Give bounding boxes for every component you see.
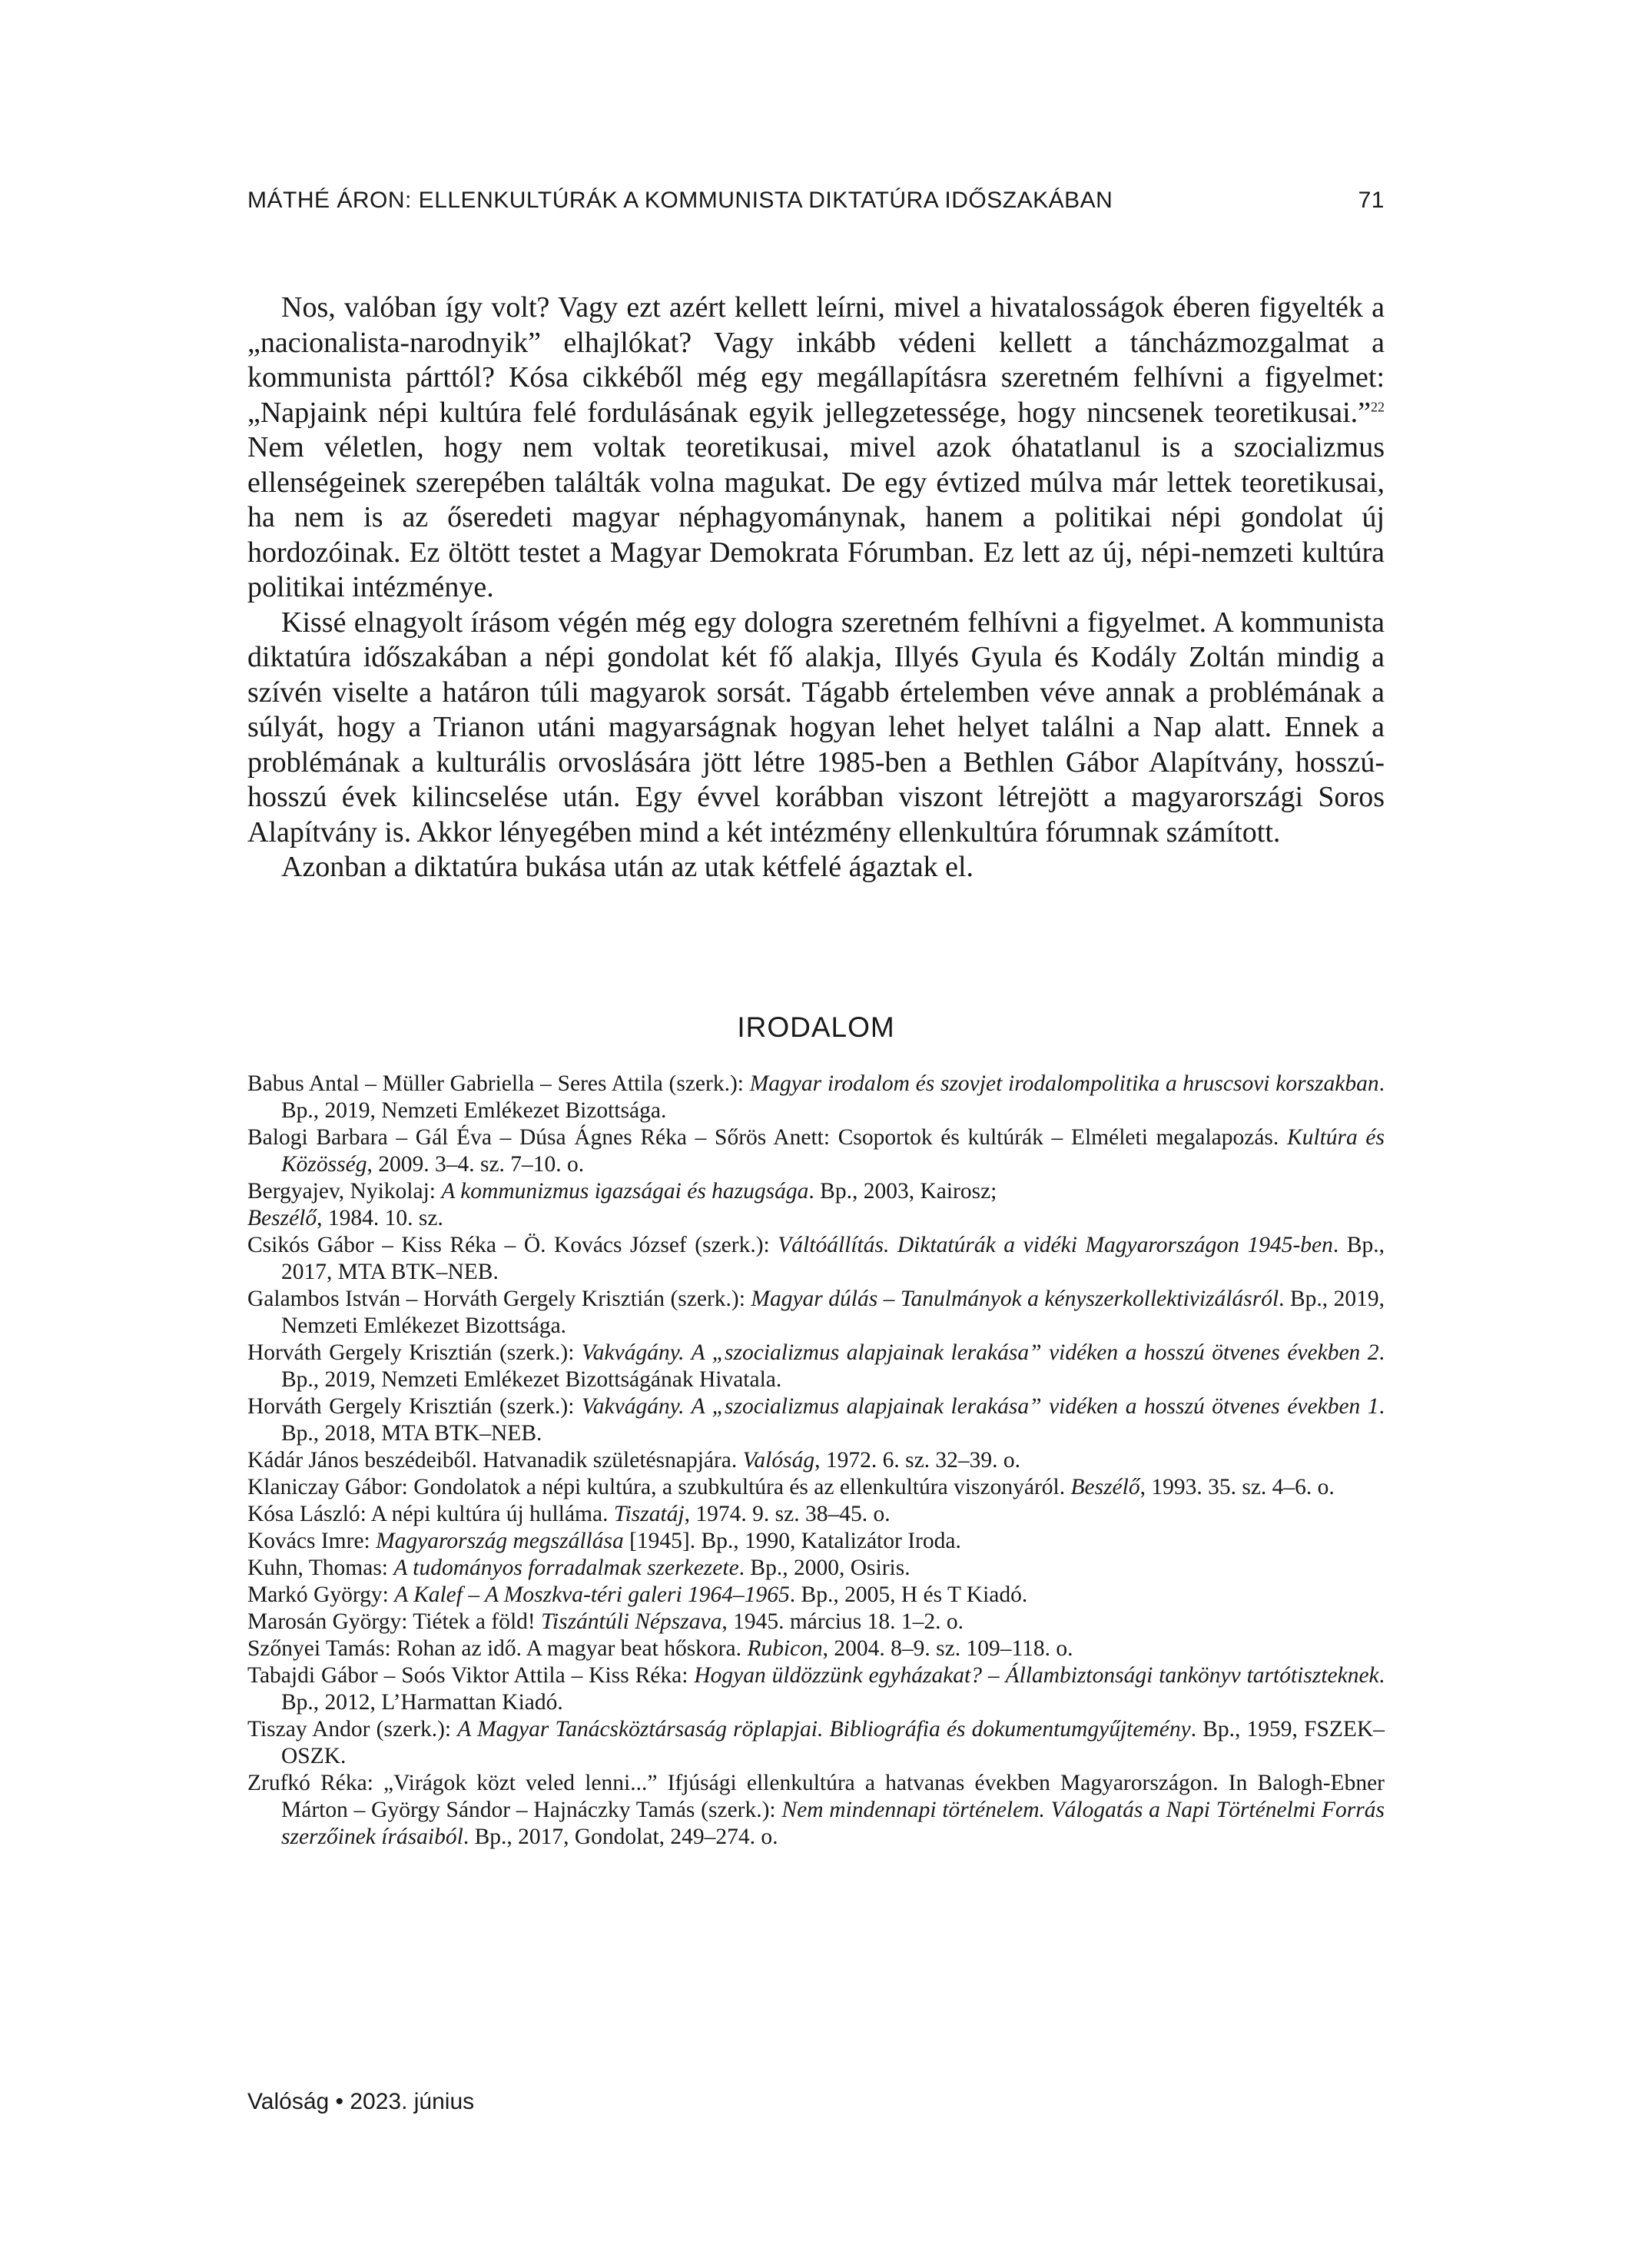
reference-item: Horváth Gergely Krisztián (szerk.): Vakvágány. A „szocializmus alapjainak lerakása” vidéken a hosszú ötvenes években 2. Bp., 2019, Nemzeti Emlékezet Bizottságának Hivatala. — [247, 1340, 1385, 1392]
reference-item: Szőnyei Tamás: Rohan az idő. A magyar beat hőskora. Rubicon, 2004. 8–9. sz. 109–118. o. — [247, 1636, 1073, 1661]
paragraph-text: Nos, valóban így volt? Vagy ezt azért kellett leírni, mivel a hivatalosságok éberen figyelték a „nacionalista-narodnyik” elhajlókat? Vagy inkább védeni kellett a táncházmozgalmat a kommunista párttól? Kósa cikkéből még egy megállapításra szeretném felhívni a figyelmet: „Napjaink népi kultúra felé fordulásának egyik jellegzetessége, hogy nincsenek teoretikusai.” — [247, 291, 1385, 429]
reference-item: Zrufkó Réka: „Virágok közt veled lenni...” Ifjúsági ellenkultúra a hatvanas években Magyarországon. In Balogh-Ebner Márton – György Sándor – Hajnáczky Tamás (szerk.): Nem mindennapi történelem. Válogatás a Napi Történelmi Forrás szerzőinek írásaiból. Bp., 2017, Gondolat, 249–274. o. — [247, 1771, 1385, 1849]
running-head — [247, 188, 1385, 218]
footnote-ref[interactable]: 22 — [1371, 398, 1385, 414]
journal-footer: Valóság • 2023. június — [247, 2089, 475, 2114]
reference-item: Beszélő, 1984. 10. sz. — [247, 1206, 443, 1230]
reference-item: Tabajdi Gábor – Soós Viktor Attila – Kiss Réka: Hogyan üldözzünk egyházakat? – Állambiztonsági tankönyv tartótiszteknek. Bp., 2012, L’Harmattan Kiadó. — [247, 1663, 1385, 1715]
reference-item: Horváth Gergely Krisztián (szerk.): Vakvágány. A „szocializmus alapjainak lerakása” vidéken a hosszú ötvenes években 1. Bp., 2018, MTA BTK–NEB. — [247, 1394, 1385, 1446]
reference-item: Babus Antal – Müller Gabriella – Seres Attila (szerk.): Magyar irodalom és szovjet irodalompolitika a hruscsovi korszakban. Bp., 2019, Nemzeti Emlékezet Bizottsága. — [247, 1071, 1385, 1123]
reference-list — [247, 1071, 1385, 1851]
page-number: 71 — [1358, 188, 1385, 213]
paragraph: Kissé elnagyolt írásom végén még egy dologra szeretném felhívni a figyelmet. A kommunista diktatúra időszakában a népi gondolat két fő alakja, Illyés Gyula és Kodály Zoltán mindig a szívén viselte a határon túli magyarok sorsát. Tágabb értelemben véve annak a problémának a súlyát, hogy a Trianon utáni magyarságnak hogyan lehet helyet találni a Nap alatt. Ennek a problémának a kulturális orvoslására jött létre 1985-ben a Bethlen Gábor Alapítvány, hosszú-hosszú évek kilincselése után. Egy évvel korábban viszont létrejött a magyarországi Soros Alapítvány is. Akkor lényegében mind a két intézmény ellenkultúra fórumnak számított. — [247, 606, 1385, 848]
reference-item: Kádár János beszédeiből. Hatvanadik születésnapjára. Valóság, 1972. 6. sz. 32–39. o. — [247, 1448, 1021, 1473]
reference-item: Kósa László: A népi kultúra új hulláma. Tiszatáj, 1974. 9. sz. 38–45. o. — [247, 1502, 891, 1526]
reference-item: Galambos István – Horváth Gergely Krisztián (szerk.): Magyar dúlás – Tanulmányok a kényszerkollektivizálásról. Bp., 2019, Nemzeti Emlékezet Bizottsága. — [247, 1287, 1385, 1338]
references-heading: IRODALOM — [737, 1011, 895, 1043]
paragraph: Azonban a diktatúra bukása után az utak kétfelé ágaztak el. — [281, 851, 974, 883]
reference-item: Klaniczay Gábor: Gondolatok a népi kultúra, a szubkultúra és az ellenkultúra viszonyáról. Beszélő, 1993. 35. sz. 4–6. o. — [247, 1475, 1335, 1499]
reference-item: Marosán György: Tiétek a föld! Tiszántúli Népszava, 1945. március 18. 1–2. o. — [247, 1609, 964, 1634]
reference-item: Kuhn, Thomas: A tudományos forradalmak szerkezete. Bp., 2000, Osiris. — [247, 1556, 911, 1580]
reference-item: Bergyajev, Nyikolaj: A kommunizmus igazságai és hazugsága. Bp., 2003, Kairosz; — [247, 1179, 997, 1204]
reference-item: Csikós Gábor – Kiss Réka – Ö. Kovács József (szerk.): Váltóállítás. Diktatúrák a vidéki Magyarországon 1945-ben. Bp., 2017, MTA BTK–NEB. — [247, 1233, 1385, 1284]
reference-item: Kovács Imre: Magyarország megszállása [1945]. Bp., 1990, Katalizátor Iroda. — [247, 1529, 961, 1553]
reference-item: Markó György: A Kalef – A Moszkva-téri galeri 1964–1965. Bp., 2005, H és T Kiadó. — [247, 1582, 1028, 1607]
reference-item: Balogi Barbara – Gál Éva – Dúsa Ágnes Réka – Sőrös Anett: Csoportok és kultúrák – Elméleti megalapozás. Kultúra és Közösség, 2009. 3–4. sz. 7–10. o. — [247, 1125, 1385, 1177]
reference-item: Tiszay Andor (szerk.): A Magyar Tanácsköztársaság röplapjai. Bibliográfia és dokumentumgyűjtemény. Bp., 1959, FSZEK–OSZK. — [247, 1717, 1385, 1768]
paragraph-text: Nem véletlen, hogy nem voltak teoretikusai, mivel azok óhatatlanul is a szocializmus ellenségeinek szerepében találták volna magukat. De egy évtized múlva már lettek teoretikusai, ha nem is az őseredeti magyar néphagyománynak, hanem a politikai népi gondolat új hordozóinak. Ez öltött testet a Magyar Demokrata Fórumban. Ez lett az új, népi-nemzeti kultúra politikai intézménye. — [247, 431, 1385, 603]
paragraph — [247, 291, 1385, 606]
running-title: MÁTHÉ ÁRON: ELLENKULTÚRÁK A KOMMUNISTA DIKTATÚRA IDŐSZAKÁBAN — [247, 188, 1113, 213]
body-text — [247, 291, 1385, 885]
